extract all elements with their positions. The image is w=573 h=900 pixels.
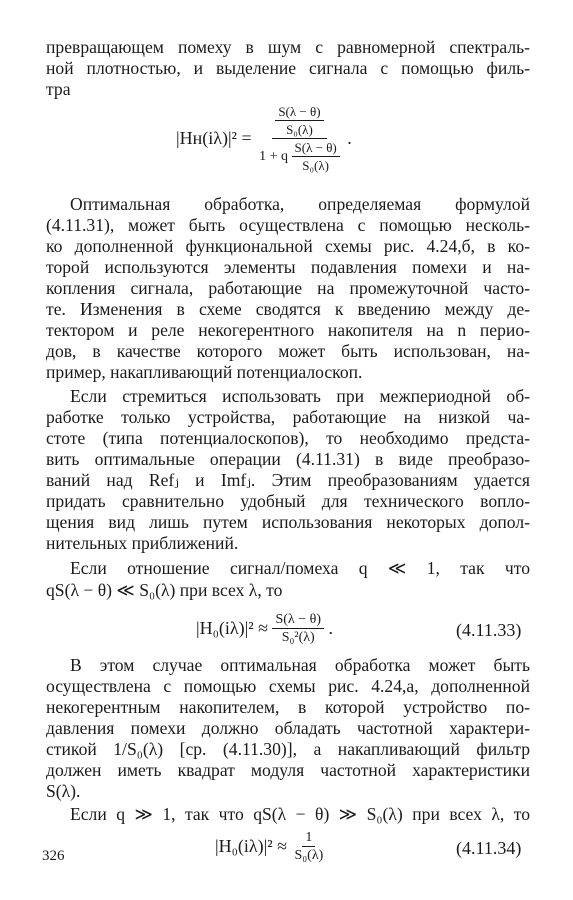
text-line: те. Изменения в схеме сводятся к введению между де- xyxy=(46,299,530,319)
denominator-bottom: S₀(λ) xyxy=(302,158,329,173)
text-line: дов, в качестве которого может быть использован, на- xyxy=(46,341,530,361)
text-line: qS(λ − θ) ≪ S₀(λ) при всех λ, то xyxy=(46,580,283,600)
fraction-denominator xyxy=(256,139,343,173)
text-line: торой используются элементы подавления помехи и на- xyxy=(46,257,530,277)
fraction-numerator: 1 xyxy=(302,830,315,847)
text-line: ваний над Refⱼ и Imfⱼ. Этим преобразованиям удается xyxy=(46,470,530,490)
text-line: Если q ≫ 1, так что qS(λ − θ) ≫ S₀(λ) при всех λ, то xyxy=(70,804,530,824)
equation-lhs: |H₀(iλ)|² ≈ xyxy=(215,836,287,856)
text-line: S(λ). xyxy=(46,781,81,801)
text-line: Если отношение сигнал/помеха q ≪ 1, так что xyxy=(70,558,530,578)
text-line: Оптимальная обработка, определяемая формулой xyxy=(70,194,530,214)
text-line: щения вид лишь путем использования некоторых допол- xyxy=(46,512,530,532)
equation-weak-signal xyxy=(196,612,333,645)
text-line: давления помехи должно обладать частотной характери- xyxy=(46,718,530,738)
equation-fraction xyxy=(256,104,343,173)
equation-lhs: |H₀(iλ)|² ≈ xyxy=(196,618,268,638)
text-line: осуществлена с помощью схемы рис. 4.24,а, дополненной xyxy=(46,676,530,696)
text-line: превращающем помеху в шум с равномерной спектраль- xyxy=(46,37,530,57)
fraction-denominator: S₀²(λ) xyxy=(281,630,315,645)
denominator-top: S(λ − θ) xyxy=(292,140,340,157)
text-line: тра xyxy=(46,79,71,99)
text-line: тектором и реле некогерентного накопителя на n перио- xyxy=(46,320,530,340)
equation-number: (4.11.34) xyxy=(456,838,522,858)
fraction-denominator: S₀(λ) xyxy=(294,848,324,863)
text-line: ной плотностью, и выделение сигнала с помощью филь- xyxy=(46,58,530,78)
equation-fraction xyxy=(291,830,326,863)
text-line: копления сигнала, работающие на промежуточной часто- xyxy=(46,278,530,298)
text-line: (4.11.31), может быть осуществлена с помощью несколь- xyxy=(46,215,530,235)
equation-fraction xyxy=(272,612,324,645)
numerator-bottom: S₀(λ) xyxy=(286,122,313,137)
text-line: вить оптимальные операции (4.11.31) в виде преобразо- xyxy=(46,449,530,469)
fraction-numerator xyxy=(272,104,326,139)
text-line: некогерентным накопителем, в которой устройство по- xyxy=(46,697,530,717)
text-line: В этом случае оптимальная обработка может быть xyxy=(70,655,530,675)
equation-period: . xyxy=(347,128,352,148)
text-line: пример, накапливающий потенциалоскоп. xyxy=(46,362,363,382)
text-line: ко дополненной функциональной схемы рис. 4.24,б, в ко- xyxy=(46,236,530,256)
equation-strong-signal xyxy=(215,830,326,863)
equation-number: (4.11.33) xyxy=(456,620,522,640)
equation-lhs: |Hн(iλ)|² = xyxy=(176,128,252,148)
fraction-numerator: S(λ − θ) xyxy=(272,612,324,629)
equation-filter-response xyxy=(176,104,352,173)
text-line: работке только устройства, работающие на низкой ча- xyxy=(46,407,530,427)
numerator-top: S(λ − θ) xyxy=(275,104,323,121)
denominator-prefix: 1 + q xyxy=(259,149,289,164)
text-line: придать сравнительно удобный для технического вопло- xyxy=(46,491,530,511)
text-line: нительных приближений. xyxy=(46,533,239,553)
text-line: стоте (типа потенциалоскопов), то необходимо предста- xyxy=(46,428,530,448)
equation-period: . xyxy=(328,618,333,638)
text-line: стикой 1/S₀(λ) [ср. (4.11.30)], а накапливающий фильтр xyxy=(46,739,530,759)
page-number: 326 xyxy=(42,848,65,864)
text-line: должен иметь квадрат модуля частотной характеристики xyxy=(46,760,530,780)
text-line: Если стремиться использовать при межпериодной об- xyxy=(70,386,530,406)
